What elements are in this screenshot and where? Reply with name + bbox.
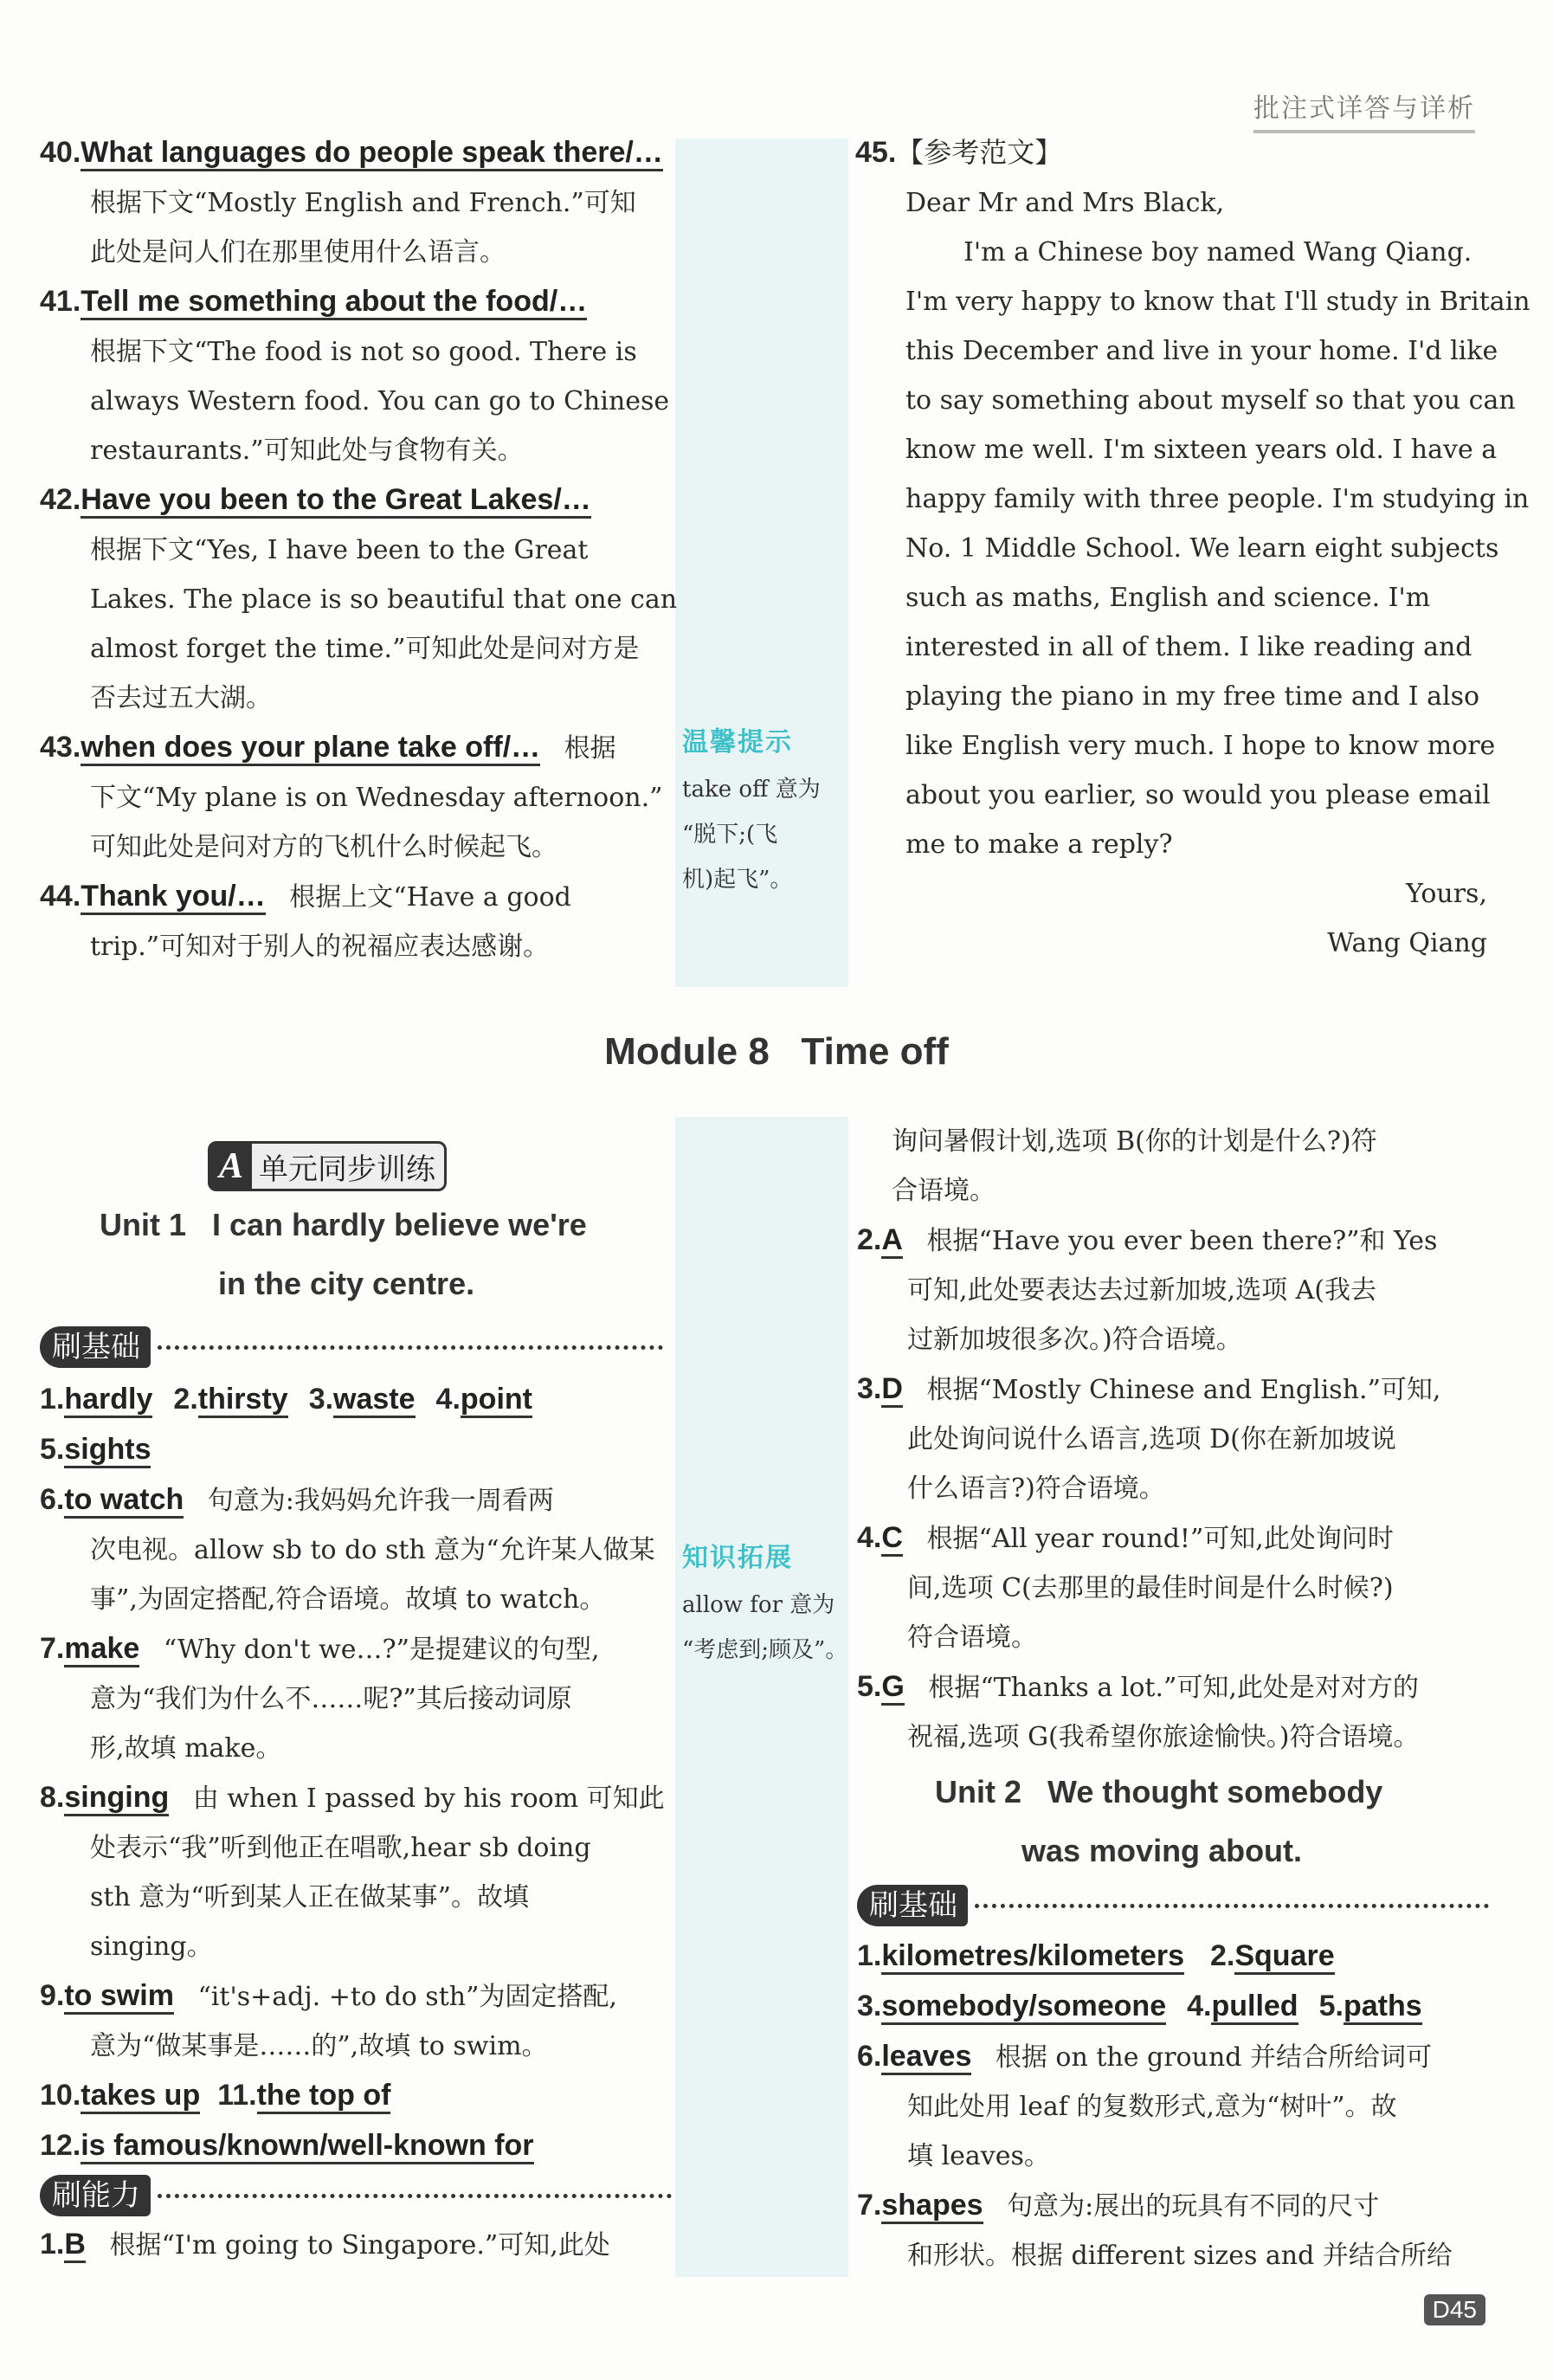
- explanation-line: 根据下文“Mostly English and French.”可知: [90, 188, 636, 218]
- essay-block: [855, 128, 1530, 968]
- answer-text: Thank you/…: [81, 880, 265, 915]
- answer-text: is famous/known/well-known for: [81, 2129, 533, 2164]
- answer-pair: [1209, 1939, 1335, 1972]
- answer-text: singing: [64, 1781, 169, 1816]
- tip-column-bottom: [675, 1117, 848, 2277]
- answer-text: somebody/someone: [881, 1990, 1166, 2025]
- answer-pair: [309, 1385, 416, 1416]
- question-number: 3.: [308, 1383, 334, 1416]
- unit1-answers: [40, 1375, 672, 2270]
- essay-line: to say something about myself so that you can: [905, 385, 1516, 416]
- question-number: 7.: [40, 1632, 65, 1665]
- answer-pair: [436, 1385, 532, 1416]
- answer-item: [40, 2220, 672, 2270]
- question-number: 7.: [857, 2189, 882, 2222]
- question-number: 4.: [857, 1521, 882, 1554]
- explanation-line: restaurants.”可知此处与食物有关。: [90, 435, 524, 466]
- explanation-text: 根据“All year round!”可知,此处询问时: [918, 1524, 1394, 1554]
- question-number: 2.: [1209, 1939, 1235, 1972]
- explanation-text: 根据“I'm going to Singapore.”可知,此处: [100, 2230, 610, 2261]
- unit1-title-line2: in the city centre.: [218, 1266, 475, 1301]
- tip-body: [682, 767, 847, 902]
- page-header: 批注式详答与详析: [1253, 87, 1475, 133]
- answer-row: [40, 1425, 672, 1475]
- essay-body: [855, 178, 1530, 968]
- explanation-line: 形,故填 make。: [90, 1733, 282, 1764]
- section-basic-u2: [857, 1885, 1489, 1926]
- answer-pair: [857, 1992, 1166, 2022]
- question-number: 9.: [40, 1979, 65, 2012]
- explanation-line: 询问暑假计划,选项 B(你的计划是什么?)符: [892, 1126, 1377, 1157]
- section-label: 刷能力: [40, 2175, 151, 2216]
- explanation-text: 句意为:我妈妈允许我一周看两: [199, 1486, 554, 1516]
- explanation-line: sth 意为“听到某人正在做某事”。故填: [90, 1882, 529, 1912]
- answer-text: hardly: [64, 1383, 152, 1418]
- answer-item: [40, 723, 672, 773]
- explanation-line: 知此处用 leaf 的复数形式,意为“树叶”。故: [907, 2092, 1397, 2122]
- explanation-text: “Why don't we…?”是提建议的句型,: [155, 1635, 600, 1665]
- explanation-line: 意为“我们为什么不……呢?”其后接动词原: [90, 1684, 572, 1714]
- answer-text: the top of: [257, 2079, 391, 2114]
- unit2-title-line1: Unit 2 We thought somebody: [935, 1774, 1383, 1809]
- answer-text: kilometres/kilometers: [881, 1939, 1184, 1975]
- essay-line: I'm a Chinese boy named Wang Qiang.: [963, 237, 1472, 268]
- tip-title: 知识拓展: [682, 1543, 793, 1573]
- explanation-line: 符合语境。: [907, 1622, 1037, 1653]
- question-number: 5.: [40, 1433, 65, 1466]
- explanation-line: 祝福,选项 G(我希望你旅途愉快。)符合语境。: [907, 1722, 1420, 1752]
- question-number: 3.: [857, 1990, 882, 2022]
- answer-item: [40, 277, 672, 327]
- answer-pair: [173, 1385, 287, 1416]
- essay-line: No. 1 Middle School. We learn eight subjects: [905, 533, 1499, 564]
- question-number: 6.: [857, 2040, 882, 2073]
- explanation-line: almost forget the time.”可知此处是问对方是: [90, 634, 640, 664]
- answer-row: [40, 1375, 672, 1425]
- question-number: 6.: [40, 1483, 65, 1516]
- explanation-text: 由 when I passed by his room 可知此: [184, 1783, 665, 1814]
- explanation-line: 什么语言?)符合语境。: [907, 1474, 1165, 1504]
- section-basic-u1: [40, 1326, 663, 1368]
- answer-item: [40, 1475, 672, 1525]
- answer-item: [40, 1773, 672, 1823]
- essay-line: I'm very happy to know that I'll study in Britain: [905, 287, 1530, 317]
- explanation-line: singing。: [90, 1932, 213, 1962]
- answer-pair: [1319, 1992, 1422, 2022]
- section-label: 刷基础: [40, 1326, 151, 1368]
- question-number: 42.: [40, 483, 81, 516]
- explanation-line: always Western food. You can go to Chinese: [90, 386, 670, 416]
- answer-text: shapes: [881, 2189, 983, 2224]
- explanation-line: 可知,此处要表达去过新加坡,选项 A(我去: [907, 1275, 1376, 1306]
- unit-badge: [208, 1141, 447, 1191]
- answer-pair: [217, 2081, 390, 2112]
- tip-line: allow for 意为: [682, 1592, 835, 1618]
- explanation-line: 和形状。根据 different sizes and 并结合所给: [907, 2241, 1453, 2271]
- explanation-line: 处表示“我”听到他正在唱歌,hear sb doing: [90, 1833, 591, 1863]
- essay-line: like English very much. I hope to know more: [905, 731, 1496, 761]
- answer-row: [40, 2071, 672, 2121]
- answer-item: [40, 128, 672, 178]
- badge-text: 单元同步训练: [259, 1151, 436, 1187]
- tip-line: 机)起飞”。: [682, 867, 793, 893]
- badge-letter: A: [210, 1144, 252, 1189]
- answer-item: [857, 1662, 1489, 1712]
- essay-line: playing the piano in my free time and I also: [905, 681, 1480, 712]
- answer-text: to watch: [64, 1483, 184, 1519]
- question-number: 10.: [40, 2079, 81, 2112]
- answer-pair: [40, 1385, 152, 1416]
- essay-signature: Wang Qiang: [1327, 928, 1487, 958]
- explanation-line: 填 leaves。: [907, 2141, 1050, 2171]
- explanation-line: 此处是问人们在那里使用什么语言。: [90, 237, 506, 268]
- answer-text: thirsty: [198, 1383, 288, 1418]
- answer-item: [857, 1216, 1489, 1266]
- essay-line: me to make a reply?: [905, 829, 1173, 860]
- answer-pair: [40, 2081, 200, 2112]
- explanation-line: Lakes. The place is so beautiful that one can: [90, 584, 678, 615]
- answer-text: Square: [1234, 1939, 1334, 1975]
- answer-item: [857, 2181, 1489, 2231]
- explanation-text: 根据: [556, 733, 616, 764]
- answer-item: [40, 475, 672, 526]
- essay-line: about you earlier, so would you please email: [905, 780, 1491, 810]
- explanation-line: trip.”可知对于别人的祝福应表达感谢。: [90, 932, 550, 962]
- explanation-line: 下文“My plane is on Wednesday afternoon.”: [90, 783, 663, 813]
- answer-item: [857, 2032, 1489, 2082]
- essay-line: know me well. I'm sixteen years old. I have a: [905, 435, 1498, 465]
- section-label: 刷基础: [857, 1885, 968, 1926]
- explanation-line: 此处询问说什么语言,选项 D(你在新加坡说: [907, 1424, 1396, 1454]
- question-number: 1.: [40, 2228, 65, 2261]
- essay-closing: Yours,: [1406, 879, 1487, 909]
- essay-line: such as maths, English and science. I'm: [905, 583, 1431, 613]
- module-title: Module 8 Time off: [604, 1030, 949, 1073]
- answer-pair: [40, 1435, 151, 1466]
- answer-text: G: [881, 1670, 904, 1706]
- tip-line: “考虑到;顾及”。: [682, 1637, 848, 1663]
- explanation-line: 事”,为固定搭配,符合语境。故填 to watch。: [90, 1584, 606, 1615]
- question-number: 1.: [857, 1939, 882, 1972]
- tip-line: “脱下;(飞: [682, 822, 778, 848]
- right-answers: [857, 1117, 1489, 2280]
- answer-item: [857, 1364, 1489, 1415]
- explanation-text: 根据“Mostly Chinese and English.”可知,: [918, 1375, 1441, 1405]
- tip-body: [682, 1583, 855, 1673]
- explanation-text: 根据 on the ground 并结合所给词可: [987, 2042, 1433, 2073]
- explanation-line: 根据下文“The food is not so good. There is: [90, 337, 637, 367]
- essay-line: Dear Mr and Mrs Black,: [905, 188, 1225, 218]
- answer-text: pulled: [1211, 1990, 1298, 2025]
- answer-item: [40, 1624, 672, 1674]
- explanation-text: 句意为:展出的玩具有不同的尺寸: [998, 2191, 1380, 2222]
- section-ability: [40, 2175, 672, 2216]
- answer-text: Have you been to the Great Lakes/…: [81, 483, 591, 519]
- answer-text: when does your plane take off/…: [81, 731, 540, 766]
- answer-text: takes up: [81, 2079, 200, 2114]
- explanation-text: 根据“Thanks a lot.”可知,此处是对对方的: [919, 1673, 1419, 1703]
- question-number: 40.: [40, 136, 81, 169]
- question-number: 2.: [857, 1223, 882, 1256]
- tip-warm-reminder: [682, 719, 847, 902]
- explanation-text: 根据上文“Have a good: [280, 882, 571, 913]
- answer-text: A: [881, 1223, 903, 1259]
- page-number: D45: [1424, 2294, 1485, 2325]
- answer-row: [857, 1982, 1489, 2032]
- answer-row: [40, 2121, 672, 2171]
- question-number: 2.: [173, 1383, 198, 1416]
- answer-row: [857, 1932, 1489, 1982]
- explanation-line: 次电视。allow sb to do sth 意为“允许某人做某: [90, 1535, 655, 1565]
- answer-pair: [857, 1939, 1184, 1972]
- question-number: 8.: [40, 1781, 65, 1814]
- answer-text: Tell me something about the food/…: [81, 285, 587, 320]
- question-number: 1.: [40, 1383, 65, 1416]
- question-number: 5.: [857, 1670, 882, 1703]
- question-number: 11.: [217, 2079, 257, 2112]
- answer-text: D: [881, 1372, 903, 1408]
- question-number: 3.: [857, 1372, 882, 1405]
- top-left-answers: [40, 128, 678, 971]
- question-number: 4.: [1187, 1990, 1212, 2022]
- essay-heading: 【参考范文】: [896, 136, 1063, 169]
- answer-text: What languages do people speak there/…: [81, 136, 663, 171]
- explanation-line: 过新加坡很多次。)符合语境。: [907, 1325, 1242, 1355]
- answer-text: point: [461, 1383, 532, 1418]
- question-number: 41.: [40, 285, 81, 318]
- tip-title: 温馨提示: [682, 727, 793, 758]
- essay-line: this December and live in your home. I'd like: [905, 336, 1498, 366]
- answer-item: [857, 1513, 1489, 1564]
- question-number: 45.: [855, 136, 897, 169]
- explanation-line: 可知此处是问对方的飞机什么时候起飞。: [90, 832, 557, 862]
- question-number: 44.: [40, 880, 81, 913]
- answer-text: paths: [1344, 1990, 1422, 2025]
- unit2-title-line2: was moving about.: [1021, 1833, 1303, 1868]
- answer-text: waste: [333, 1383, 416, 1418]
- answer-item: [40, 872, 672, 922]
- explanation-text: “it's+adj. +to do sth”为固定搭配,: [189, 1982, 617, 2012]
- essay-line: happy family with three people. I'm studying in: [905, 484, 1530, 514]
- explanation-line: 否去过五大湖。: [90, 683, 272, 713]
- explanation-line: 合语境。: [892, 1176, 996, 1206]
- answer-item: [40, 1971, 672, 2022]
- tip-line: take off 意为: [682, 777, 821, 803]
- answer-text: sights: [64, 1433, 151, 1468]
- question-number: 43.: [40, 731, 81, 764]
- question-number: 4.: [435, 1383, 461, 1416]
- answer-text: C: [881, 1521, 903, 1557]
- answer-text: B: [64, 2228, 86, 2263]
- essay-line: interested in all of them. I like reading and: [905, 632, 1472, 662]
- question-number: 5.: [1318, 1990, 1344, 2022]
- question-number: 12.: [40, 2129, 81, 2162]
- answer-text: to swim: [64, 1979, 174, 2015]
- explanation-line: 意为“做某事是……的”,故填 to swim。: [90, 2031, 548, 2061]
- answer-pair: [40, 2129, 534, 2162]
- explanation-text: 根据“Have you ever been there?”和 Yes: [918, 1226, 1438, 1256]
- answer-text: make: [64, 1632, 139, 1667]
- answer-pair: [1187, 1992, 1298, 2022]
- answer-text: leaves: [881, 2040, 971, 2075]
- tip-knowledge: [682, 1534, 855, 1673]
- explanation-line: 根据下文“Yes, I have been to the Great: [90, 535, 589, 565]
- unit1-title-line1: Unit 1 I can hardly believe we're: [100, 1207, 587, 1242]
- explanation-line: 间,选项 C(去那里的最佳时间是什么时候?): [907, 1573, 1394, 1603]
